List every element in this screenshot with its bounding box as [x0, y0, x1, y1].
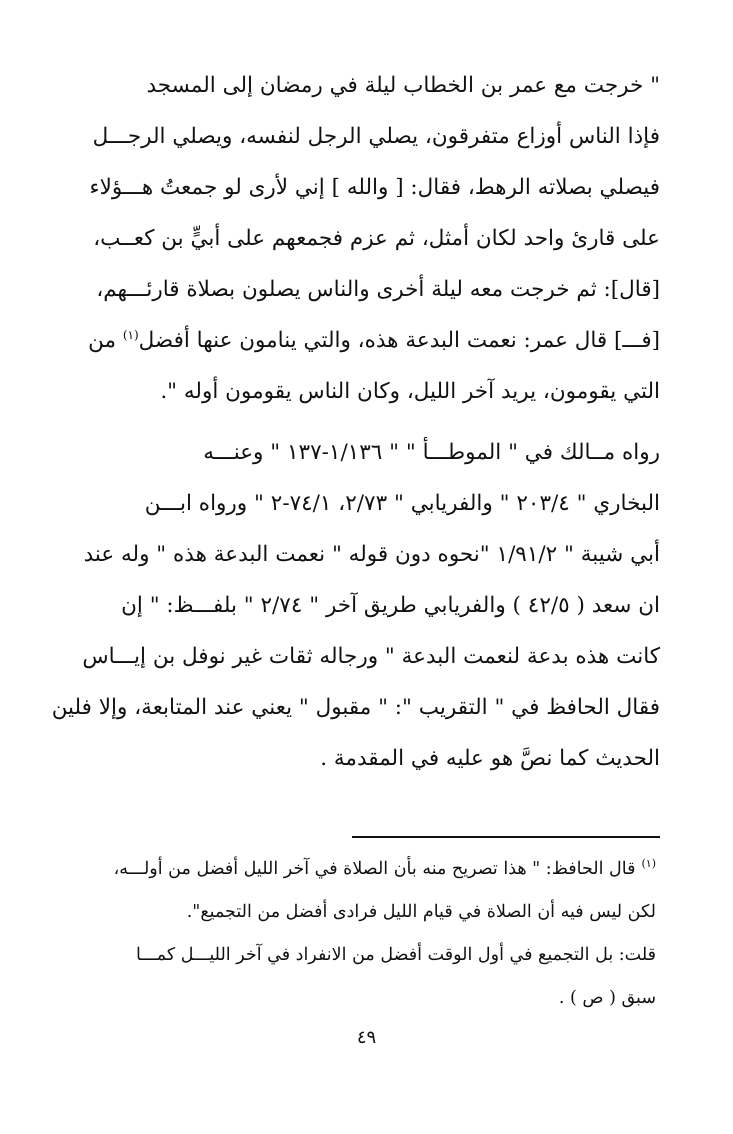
footnote-marker: (١): [641, 857, 656, 871]
narration-sources-paragraph: [51, 427, 660, 784]
footnote-line: [96, 848, 656, 891]
text-line-with-footnote: [88, 315, 660, 366]
footnote-divider: [352, 836, 660, 838]
text-line: التي يقومون، يريد آخر الليل، وكان الناس يقومون أوله ".: [160, 379, 660, 404]
footnote-reference[interactable]: (١): [122, 327, 139, 342]
text-line: فقال الحافظ في " التقريب ": " مقبول " يعني عند المتابعة، وإلا فلين: [51, 695, 660, 720]
footnote-line: لكن ليس فيه أن الصلاة في قيام الليل فرادى أفضل من التجميع".: [186, 902, 656, 922]
footnotes-section: [96, 848, 656, 1020]
text-line: رواه مــالك في " الموطـــأ " " ١/١٣٦-١٣٧ " وعنـــه: [203, 440, 660, 465]
text-line: الحديث كما نصَّ هو عليه في المقدمة .: [320, 746, 660, 771]
text-line: ان سعد ( ٤٢/٥ ) والفريابي طريق آخر " ٢/٧٤ " بلفـــظ: " إن: [121, 593, 660, 618]
page-number: ٤٩: [356, 1027, 377, 1048]
text-line: [فـــ] قال عمر: نعمت البدعة هذه، والتي ينامون عنها أفضل: [138, 328, 660, 353]
text-line: البخاري " ٢٠٣/٤ " والفريابي " ٢/٧٣، ٧٤/١-٢ " ورواه ابـــن: [144, 491, 660, 516]
text-line: على قارئ واحد لكان أمثل، ثم عزم فجمعهم على أبيٍّ بن كعــب،: [93, 226, 660, 251]
footnote-line: قلت: بل التجميع في أول الوقت أفضل من الانفراد في آخر الليـــل كمـــا: [136, 945, 656, 965]
text-line: [قال]: ثم خرجت معه ليلة أخرى والناس يصلون بصلاة قارئـــهم،: [96, 277, 660, 302]
footnote-line: سبق ( ص ) .: [558, 988, 656, 1008]
hadith-quote-paragraph: [88, 60, 660, 417]
footnote-text: قال الحافظ: " هذا تصريح منه بأن الصلاة في آخر الليل أفضل من أولـــه،: [113, 859, 636, 879]
text-line: أبي شيبة " ١/٩١/٢ "نحوه دون قوله " نعمت البدعة هذه " وله عند: [83, 542, 660, 567]
text-line-tail: من: [88, 328, 123, 353]
text-line: " خرجت مع عمر بن الخطاب ليلة في رمضان إلى المسجد: [146, 73, 660, 98]
text-line: فيصلي بصلاته الرهط، فقال: [ والله ] إني لأرى لو جمعتُ هـــؤلاء: [89, 175, 660, 200]
text-line: كانت هذه بدعة لنعمت البدعة " ورجاله ثقات غير نوفل بن إيـــاس: [82, 644, 660, 669]
text-line: فإذا الناس أوزاع متفرقون، يصلي الرجل لنفسه، ويصلي الرجـــل: [92, 124, 660, 149]
